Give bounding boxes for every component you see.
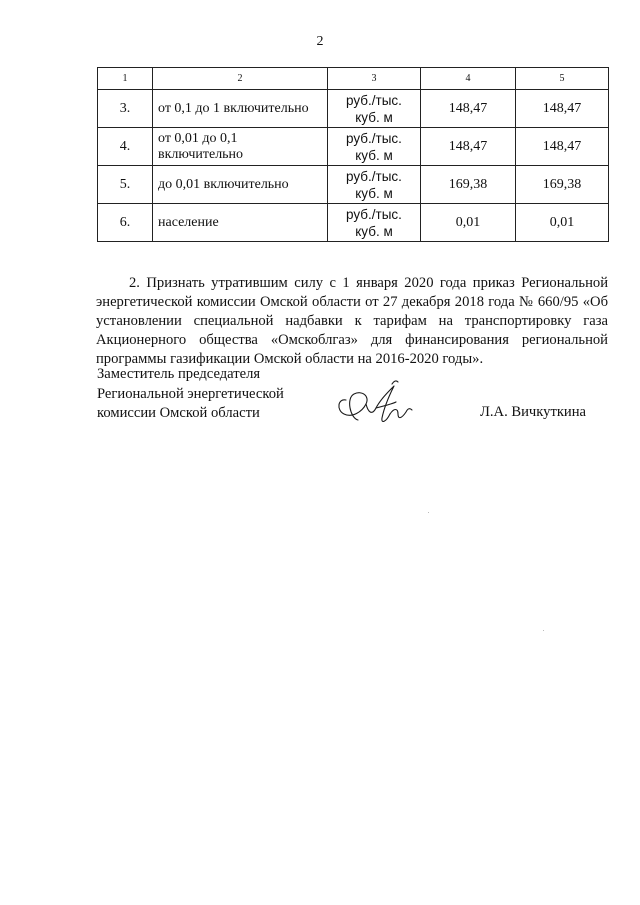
handwritten-signature [332, 378, 422, 430]
signatory-title-line: комиссии Омской области [97, 405, 260, 421]
signatory-title [97, 365, 284, 424]
repeal-paragraph-text: 2. Признать утратившим силу с 1 января 2020 года приказ Региональной энергетической комиссии Омской области от 27 декабря 2018 года № 660/95 «Об установлении специальной надбавки к тарифам на транспортировку газа Акционерного общества «Омскоблгаз» для финансирования региональной программы газификации Омской области на 2016-2020 годы». [96, 275, 608, 367]
row-unit-line: куб. м [355, 109, 393, 125]
signer-name: Л.А. Вичкуткина [480, 404, 587, 420]
column-header: 5 [516, 68, 609, 90]
row-description [153, 166, 328, 204]
row-unit-line: руб./тыс. [346, 206, 402, 222]
row-description-line: от 0,01 до 0,1 [158, 130, 238, 146]
column-header: 2 [153, 68, 328, 90]
row-value-1: 0,01 [421, 204, 516, 242]
row-number: 6. [98, 204, 153, 242]
row-value-1: 148,47 [421, 90, 516, 128]
row-unit [328, 128, 421, 166]
signatory-title-line: Региональной энергетической [97, 385, 284, 402]
row-value-2: 148,47 [516, 128, 609, 166]
row-value-2: 148,47 [516, 90, 609, 128]
row-description-line: от 0,1 до 1 включительно [158, 100, 309, 116]
row-unit-line: руб./тыс. [346, 92, 402, 108]
row-number: 4. [98, 128, 153, 166]
table-header-row [98, 68, 609, 90]
row-value-1: 148,47 [421, 128, 516, 166]
row-unit-line: руб./тыс. [346, 130, 402, 146]
column-header: 3 [328, 68, 421, 90]
table-row [98, 166, 609, 204]
row-description-line: население [158, 214, 219, 230]
row-description [153, 90, 328, 128]
row-unit [328, 166, 421, 204]
scan-speck [543, 630, 544, 631]
scan-speck [428, 512, 429, 513]
row-unit [328, 204, 421, 242]
row-value-1: 169,38 [421, 166, 516, 204]
row-description-line: до 0,01 включительно [158, 176, 289, 192]
row-number: 5. [98, 166, 153, 204]
column-header: 1 [98, 68, 153, 90]
table-row [98, 128, 609, 166]
row-unit [328, 90, 421, 128]
row-unit-line: куб. м [355, 147, 393, 163]
row-value-2: 169,38 [516, 166, 609, 204]
table-row [98, 90, 609, 128]
tariff-table [97, 67, 609, 242]
row-number: 3. [98, 90, 153, 128]
table-row [98, 204, 609, 242]
row-value-2: 0,01 [516, 204, 609, 242]
column-header: 4 [421, 68, 516, 90]
row-unit-line: куб. м [355, 185, 393, 201]
signatory-title-line: Заместитель председателя [97, 366, 261, 382]
row-description [153, 204, 328, 242]
row-unit-line: руб./тыс. [346, 168, 402, 184]
repeal-paragraph [96, 274, 608, 369]
row-description-line: включительно [158, 146, 244, 162]
row-description [153, 128, 328, 166]
row-unit-line: куб. м [355, 223, 393, 239]
page-number: 2 [316, 34, 324, 49]
